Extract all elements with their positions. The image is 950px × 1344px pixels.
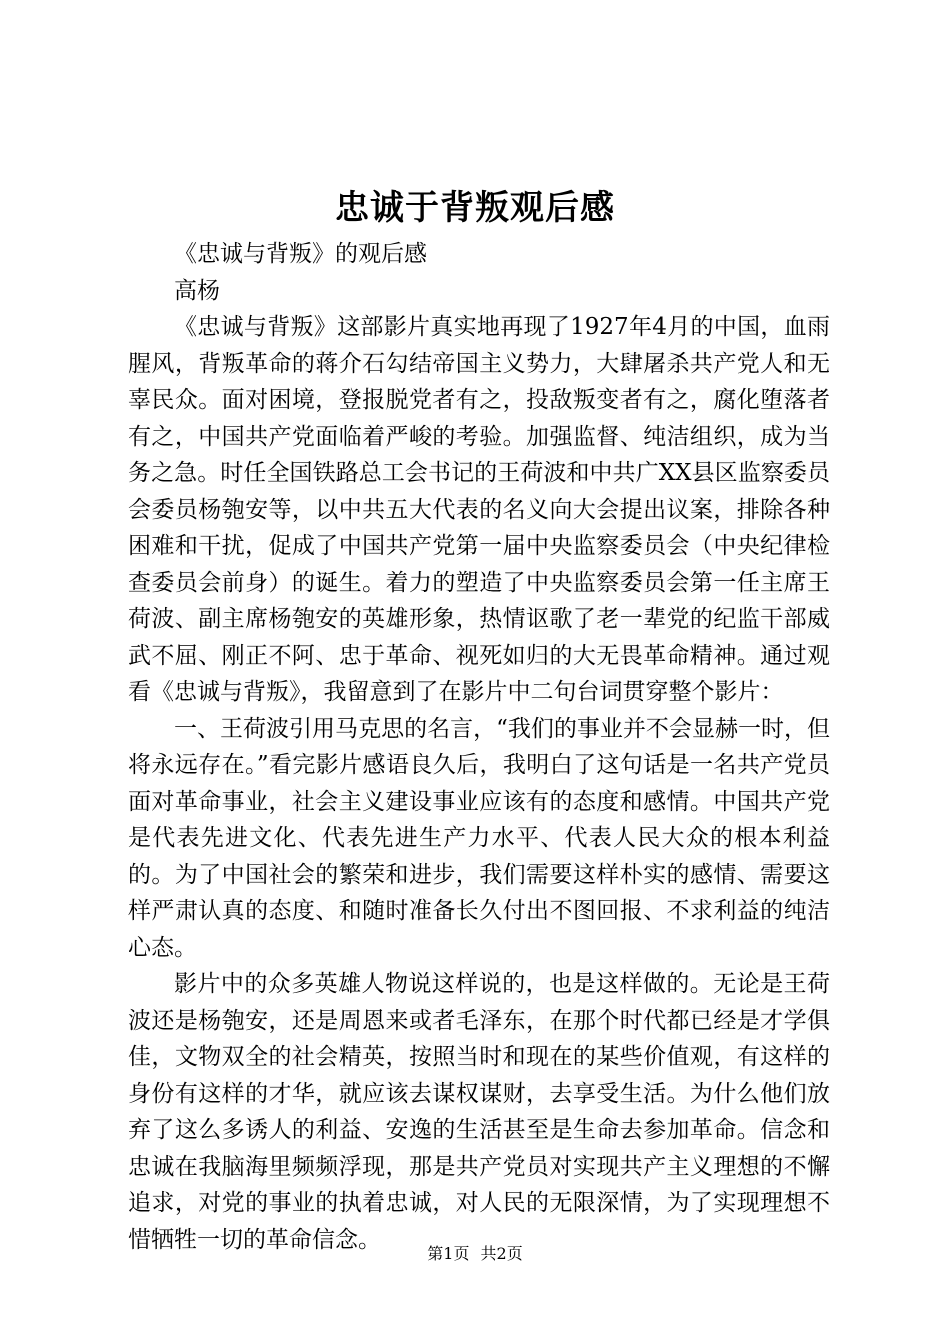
document-title: 忠诚于背叛观后感 (335, 188, 615, 228)
document-body (128, 236, 830, 1258)
subtitle-line: 《忠诚与背叛》的观后感 (174, 241, 427, 267)
paragraph: 《忠诚与背叛》这部影片真实地再现了1927年4月的中国，血雨腥风，背叛革命的蒋介石勾结帝国主义势力，大肆屠杀共产党人和无辜民众。面对困境，登报脱党者有之，投敌叛变者有之，腐化堕落者有之，中国共产党面临着严峻的考验。加强监督、纯洁组织，成为当务之急。时任全国铁路总工会书记的王荷波和中共广XX县区监察委员会委员杨匏安等，以中共五大代表的名义向大会提出议案，排除各种困难和干扰，促成了中国共产党第一届中央监察委员会（中央纪律检查委员会前身）的诞生。着力的塑造了中央监察委员会第一任主席王荷波、副主席杨匏安的英雄形象，热情讴歌了老一辈党的纪监干部威武不屈、刚正不阿、忠于革命、视死如归的大无畏革命精神。通过观看《忠诚与背叛》，我留意到了在影片中二句台词贯穿整个影片： (128, 314, 830, 705)
page-number: 第1页 (427, 1244, 470, 1263)
page-total: 共2页 (480, 1244, 523, 1263)
page-footer (0, 1242, 950, 1266)
author-line: 高杨 (174, 277, 220, 304)
paragraph: 一、王荷波引用马克思的名言，“我们的事业并不会显赫一时，但将永远存在。”看完影片感语良久后，我明白了这句话是一名共产党员面对革命事业，社会主义建设事业应该有的态度和感情。中国共产党是代表先进文化、代表先进生产力水平、代表人民大众的根本利益的。为了中国社会的繁荣和进步，我们需要这样朴实的感情、需要这样严肃认真的态度、和随时准备长久付出不图回报、不求利益的纯洁心态。 (128, 715, 830, 961)
paragraph: 影片中的众多英雄人物说这样说的，也是这样做的。无论是王荷波还是杨匏安，还是周恩来或者毛泽东，在那个时代都已经是才学俱佳，文物双全的社会精英，按照当时和现在的某些价值观，有这样的身份有这样的才华，就应该去谋权谋财，去享受生活。为什么他们放弃了这么多诱人的利益、安逸的生活甚至是生命去参加革命。信念和忠诚在我脑海里频频浮现，那是共产党员对实现共产主义理想的不懈追求，对党的事业的执着忠诚，对人民的无限深情，为了实现理想不惜牺牲一切的革命信念。 (128, 971, 830, 1253)
